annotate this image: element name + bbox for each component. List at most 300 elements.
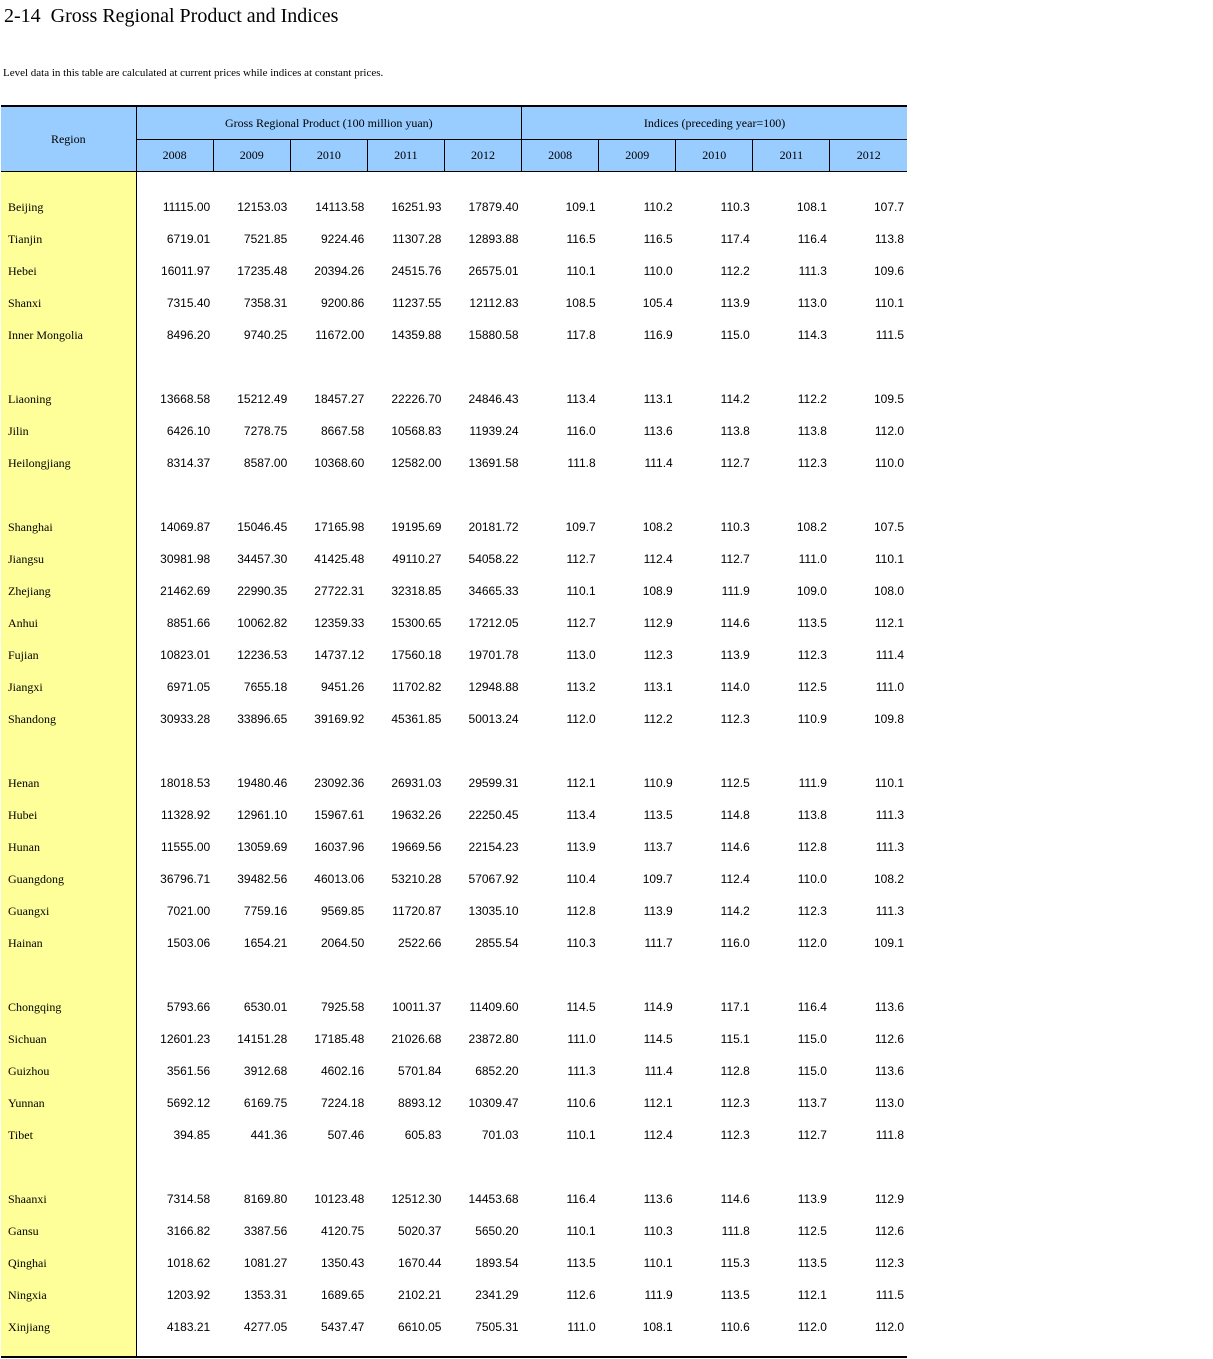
gdp-value: 6852.20 [475,1064,519,1078]
index-value: 108.2 [642,520,673,534]
table-row [1,287,907,319]
gdp-value: 4183.21 [166,1320,211,1334]
gdp-value: 12948.88 [468,680,519,694]
empty-cell [136,479,213,511]
gdp-table [1,105,907,1358]
empty-cell [599,1151,676,1183]
gdp-value: 11115.00 [162,200,211,214]
gdp-value: 13059.69 [237,840,288,854]
index-value: 114.5 [643,1032,673,1046]
empty-cell [599,735,676,767]
gdp-value: 6719.01 [166,232,211,246]
index-value: 112.3 [797,648,827,662]
index-value: 117.4 [720,232,750,246]
index-value: 112.4 [643,1128,673,1142]
table-row [1,1279,907,1311]
index-value: 117.8 [566,328,596,342]
table-body [1,172,907,1358]
empty-cell [830,479,907,511]
empty-cell [753,959,830,991]
gdp-value: 7505.31 [475,1320,519,1334]
gdp-value: 1203.92 [166,1288,211,1302]
gdp-value: 34457.30 [237,552,288,566]
table-row [1,863,907,895]
gdp-value: 21026.68 [391,1032,442,1046]
index-value: 113.6 [874,1000,904,1014]
table-row [1,799,907,831]
index-value: 112.3 [720,712,750,726]
index-value: 112.9 [874,1192,904,1206]
region-name: Gansu [1,1215,136,1247]
gdp-year-header: 2009 [213,140,290,172]
gdp-value: 11307.28 [392,232,442,246]
gdp-value: 12961.10 [237,808,288,822]
gdp-value: 7315.40 [166,296,211,310]
gdp-value: 46013.06 [314,872,365,886]
gdp-value: 32318.85 [391,584,442,598]
gdp-value: 12582.00 [391,456,442,470]
gdp-value: 8667.58 [320,424,365,438]
index-value: 112.1 [566,776,596,790]
index-year-header: 2009 [599,140,676,172]
empty-cell [753,1151,830,1183]
gdp-value: 11328.92 [161,808,211,822]
index-value: 112.5 [720,776,750,790]
gdp-value: 22250.45 [468,808,519,822]
index-group-header: Indices (preceding year=100) [522,106,907,140]
index-value: 112.1 [643,1096,673,1110]
gdp-value: 605.83 [404,1128,442,1142]
gdp-value: 12893.88 [468,232,519,246]
index-value: 113.5 [643,808,673,822]
gdp-value: 19480.46 [237,776,288,790]
index-value: 115.0 [720,328,750,342]
region-name: Hubei [1,799,136,831]
empty-cell [290,1151,367,1183]
index-value: 113.5 [797,616,827,630]
index-value: 112.3 [797,456,827,470]
gdp-value: 10011.37 [392,1000,442,1014]
index-value: 114.0 [720,680,750,694]
index-year-header: 2011 [753,140,830,172]
index-value: 112.3 [720,1128,750,1142]
index-value: 116.5 [643,232,673,246]
gdp-value: 29599.31 [468,776,519,790]
empty-cell [367,1151,444,1183]
gdp-value: 22154.23 [468,840,519,854]
table-row [1,927,907,959]
table-row [1,831,907,863]
gdp-value: 45361.85 [391,712,442,726]
empty-cell [213,1343,290,1357]
gdp-value: 22226.70 [391,392,442,406]
index-value: 117.1 [720,1000,750,1014]
index-value: 111.3 [875,904,904,918]
gdp-value: 16037.96 [314,840,365,854]
gdp-value: 9740.25 [243,328,288,342]
index-value: 111.3 [798,264,827,278]
gdp-value: 12601.23 [160,1032,211,1046]
index-value: 113.4 [566,808,596,822]
table-row [1,415,907,447]
empty-cell [136,172,213,192]
gdp-value: 4602.16 [320,1064,365,1078]
empty-cell [676,735,753,767]
index-value: 113.7 [643,840,673,854]
gdp-value: 15880.58 [468,328,519,342]
empty-cell [136,1343,213,1357]
region-column-header: Region [1,106,136,172]
gdp-value: 701.03 [481,1128,519,1142]
region-name: Heilongjiang [1,447,136,479]
index-value: 110.3 [643,1224,673,1238]
index-value: 105.4 [642,296,673,310]
index-value: 112.6 [566,1288,596,1302]
index-value: 112.5 [797,680,827,694]
gdp-value: 36796.71 [160,872,211,886]
gdp-value: 10123.48 [314,1192,365,1206]
gdp-value: 11555.00 [161,840,211,854]
region-name: Henan [1,767,136,799]
region-name: Chongqing [1,991,136,1023]
index-year-header: 2008 [522,140,599,172]
data-table-container [1,105,907,1358]
gdp-value: 20181.72 [468,520,519,534]
empty-cell [213,735,290,767]
gdp-value: 1081.27 [243,1256,288,1270]
empty-cell [522,479,599,511]
empty-cell [367,1343,444,1357]
index-value: 110.0 [874,456,904,470]
region-name: Hunan [1,831,136,863]
table-row [1,511,907,543]
gdp-value: 8587.00 [243,456,288,470]
gdp-value: 18457.27 [314,392,365,406]
gdp-value: 7224.18 [320,1096,365,1110]
index-value: 109.7 [642,872,673,886]
region-name: Sichuan [1,1023,136,1055]
region-name: Jiangxi [1,671,136,703]
gdp-value: 11939.24 [469,424,519,438]
gdp-value: 1654.21 [243,936,288,950]
index-value: 111.4 [875,648,904,662]
empty-cell [136,1151,213,1183]
empty-cell [290,172,367,192]
gdp-value: 11237.55 [392,296,442,310]
index-value: 112.2 [720,264,750,278]
table-row [1,607,907,639]
region-cell [1,735,136,767]
index-value: 110.4 [566,872,596,886]
index-value: 114.8 [720,808,750,822]
page-title: 2-14 Gross Regional Product and Indices [4,5,339,27]
index-value: 109.1 [873,936,904,950]
gdp-value: 13691.58 [468,456,519,470]
index-value: 110.3 [720,520,750,534]
empty-cell [753,479,830,511]
gdp-value: 9451.26 [320,680,365,694]
region-name: Shanghai [1,511,136,543]
gdp-value: 1893.54 [475,1256,519,1270]
index-value: 110.0 [797,872,827,886]
spacer-row [1,172,907,192]
gdp-value: 17185.48 [314,1032,365,1046]
gdp-value: 13035.10 [468,904,519,918]
index-value: 108.5 [565,296,596,310]
gdp-value: 8496.20 [166,328,211,342]
empty-cell [367,351,444,383]
index-value: 115.0 [797,1032,827,1046]
region-name: Hebei [1,255,136,287]
gdp-value: 33896.65 [237,712,288,726]
index-value: 110.1 [874,296,904,310]
empty-cell [213,1151,290,1183]
empty-cell [753,735,830,767]
index-value: 113.1 [643,392,673,406]
empty-cell [676,1343,753,1357]
index-value: 116.4 [797,232,827,246]
region-name: Xinjiang [1,1311,136,1343]
gdp-value: 19632.26 [391,808,442,822]
index-value: 108.0 [873,584,904,598]
table-row [1,1311,907,1343]
index-value: 107.5 [873,520,904,534]
gdp-value: 11672.00 [315,328,365,342]
index-value: 113.1 [643,680,673,694]
gdp-value: 10823.01 [160,648,211,662]
table-row [1,255,907,287]
index-value: 114.5 [566,1000,596,1014]
region-name: Liaoning [1,383,136,415]
region-name: Qinghai [1,1247,136,1279]
gdp-value: 24515.76 [391,264,442,278]
gdp-value: 4277.05 [243,1320,288,1334]
region-name: Ningxia [1,1279,136,1311]
index-value: 110.3 [566,936,596,950]
gdp-value: 5020.37 [398,1224,442,1238]
gdp-value: 14453.68 [468,1192,519,1206]
gdp-group-header: Gross Regional Product (100 million yuan) [136,106,521,140]
index-value: 112.8 [720,1064,750,1078]
gdp-value: 394.85 [173,1128,211,1142]
empty-cell [290,959,367,991]
table-row [1,1247,907,1279]
table-row [1,1183,907,1215]
index-value: 112.8 [566,904,596,918]
index-value: 112.6 [874,1224,904,1238]
table-row [1,1023,907,1055]
empty-cell [522,959,599,991]
index-value: 112.1 [874,616,904,630]
empty-cell [830,172,907,192]
spacer-row [1,735,907,767]
spacer-row [1,1151,907,1183]
index-value: 113.8 [797,808,827,822]
gdp-value: 3912.68 [243,1064,288,1078]
table-note: Level data in this table are calculated at current prices while indices at constant prices. [3,67,384,79]
index-value: 113.6 [874,1064,904,1078]
gdp-value: 1503.06 [166,936,211,950]
gdp-value: 5692.12 [166,1096,211,1110]
index-value: 112.9 [643,616,673,630]
gdp-value: 5701.84 [398,1064,442,1078]
index-value: 110.3 [720,200,750,214]
region-name: Zhejiang [1,575,136,607]
gdp-value: 6169.75 [243,1096,288,1110]
empty-cell [522,351,599,383]
gdp-value: 10568.83 [391,424,442,438]
gdp-value: 6610.05 [398,1320,442,1334]
gdp-value: 11720.87 [392,904,442,918]
index-value: 113.0 [797,296,827,310]
gdp-value: 19195.69 [391,520,442,534]
empty-cell [213,959,290,991]
gdp-value: 17212.05 [468,616,519,630]
index-value: 111.7 [644,936,673,950]
gdp-value: 6426.10 [166,424,211,438]
index-value: 113.6 [643,1192,673,1206]
region-name: Inner Mongolia [1,319,136,351]
index-value: 110.9 [643,776,673,790]
gdp-value: 30981.98 [160,552,211,566]
index-value: 115.0 [797,1064,827,1078]
gdp-value: 26931.03 [391,776,442,790]
index-value: 108.1 [642,1320,673,1334]
index-value: 111.3 [875,808,904,822]
index-value: 115.1 [720,1032,750,1046]
empty-cell [676,351,753,383]
index-value: 109.7 [565,520,596,534]
gdp-value: 16251.93 [391,200,442,214]
region-name: Shandong [1,703,136,735]
gdp-value: 7521.85 [243,232,288,246]
empty-cell [753,351,830,383]
index-value: 111.9 [721,584,750,598]
index-value: 111.0 [798,552,827,566]
index-value: 111.4 [644,1064,673,1078]
index-value: 113.8 [797,424,827,438]
index-value: 111.5 [875,1288,904,1302]
gdp-value: 22990.35 [237,584,288,598]
index-value: 110.1 [566,264,596,278]
gdp-value: 10309.47 [468,1096,519,1110]
gdp-value: 17879.40 [468,200,519,214]
gdp-value: 30933.28 [160,712,211,726]
gdp-value: 7358.31 [243,296,288,310]
empty-cell [290,479,367,511]
gdp-value: 13668.58 [160,392,211,406]
gdp-value: 16011.97 [161,264,211,278]
empty-cell [599,1343,676,1357]
gdp-value: 39482.56 [237,872,288,886]
empty-cell [830,1343,907,1357]
gdp-value: 26575.01 [468,264,519,278]
gdp-value: 1689.65 [320,1288,365,1302]
region-name: Fujian [1,639,136,671]
region-name: Guizhou [1,1055,136,1087]
table-row [1,447,907,479]
gdp-value: 2855.54 [475,936,519,950]
empty-cell [599,959,676,991]
index-value: 112.7 [720,552,750,566]
index-value: 114.9 [643,1000,673,1014]
gdp-value: 17235.48 [237,264,288,278]
table-row [1,1055,907,1087]
gdp-value: 34665.33 [468,584,519,598]
index-value: 112.6 [874,1032,904,1046]
gdp-value: 57067.92 [468,872,519,886]
index-value: 113.0 [874,1096,904,1110]
empty-cell [367,959,444,991]
index-value: 111.8 [567,456,596,470]
gdp-value: 1353.31 [243,1288,288,1302]
index-value: 116.5 [566,232,596,246]
gdp-value: 7021.00 [166,904,211,918]
index-value: 111.0 [875,680,904,694]
region-cell [1,1343,136,1357]
index-value: 113.4 [566,392,596,406]
region-name: Tibet [1,1119,136,1151]
gdp-value: 11702.82 [392,680,442,694]
index-value: 110.6 [720,1320,750,1334]
empty-cell [367,479,444,511]
gdp-value: 8169.80 [243,1192,288,1206]
gdp-value: 15300.65 [391,616,442,630]
index-value: 116.0 [720,936,750,950]
gdp-value: 20394.26 [314,264,365,278]
table-row [1,191,907,223]
index-value: 116.9 [643,328,673,342]
empty-cell [753,172,830,192]
index-value: 113.8 [720,424,750,438]
gdp-value: 3166.82 [166,1224,211,1238]
table-header [1,106,907,172]
index-value: 112.2 [797,392,827,406]
gdp-value: 49110.27 [392,552,442,566]
empty-cell [213,479,290,511]
table-row [1,223,907,255]
gdp-value: 2102.21 [398,1288,442,1302]
index-value: 113.9 [720,648,750,662]
empty-cell [213,351,290,383]
empty-cell [290,351,367,383]
gdp-value: 5793.66 [166,1000,211,1014]
index-value: 110.6 [566,1096,596,1110]
gdp-value: 14359.88 [391,328,442,342]
index-value: 110.9 [797,712,827,726]
index-value: 112.3 [720,1096,750,1110]
gdp-value: 3387.56 [243,1224,288,1238]
gdp-value: 14737.12 [314,648,365,662]
index-value: 112.4 [643,552,673,566]
gdp-value: 9200.86 [320,296,365,310]
index-value: 111.0 [567,1320,596,1334]
gdp-value: 6971.05 [166,680,211,694]
empty-cell [599,479,676,511]
table-row [1,319,907,351]
index-value: 113.5 [797,1256,827,1270]
gdp-value: 11409.60 [469,1000,519,1014]
table-row [1,671,907,703]
index-value: 113.0 [566,648,596,662]
index-value: 108.2 [873,872,904,886]
gdp-value: 2064.50 [320,936,365,950]
region-name: Yunnan [1,1087,136,1119]
gdp-value: 441.36 [250,1128,288,1142]
index-value: 111.5 [875,328,904,342]
table-row [1,895,907,927]
index-value: 113.2 [566,680,596,694]
